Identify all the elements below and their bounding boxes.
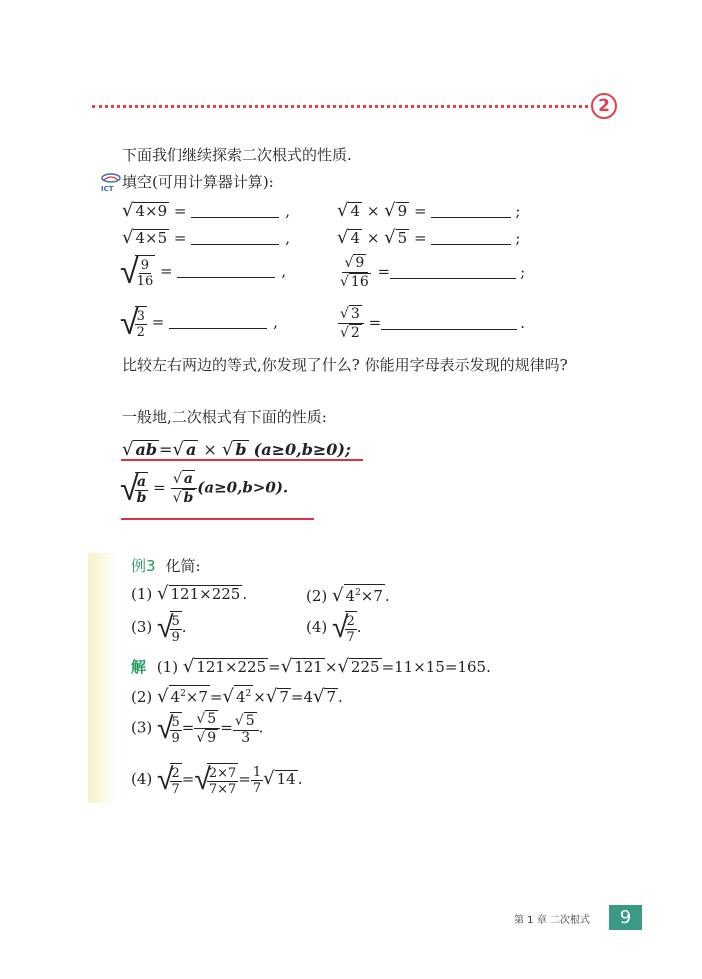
fill-row-3-left: √ $\frac{9}{16}$ = ,	[120, 252, 287, 292]
property-2: √ $\frac{a}{b}$ = $\frac{√ a}{√ b}$ (a≥0,b>0).	[120, 468, 289, 509]
question-text: 比较左右两边的等式,你发现了什么? 你能用字母表示发现的规律吗?	[122, 356, 568, 374]
general-statement: 一般地,二次根式有下面的性质:	[122, 408, 327, 426]
fill-row-1-left: √ 4×9 = ,	[122, 200, 291, 221]
example-problem-3: (3) √ $\frac{5}{9}$ .	[131, 610, 187, 645]
answer-blank[interactable]	[191, 244, 279, 245]
solution-line-2: (2) √ $4^2\times 7$ =√ $4^2$ ×√ 7 =4√ 7 .	[131, 686, 343, 707]
answer-blank[interactable]	[390, 278, 516, 279]
fill-row-4-left: √ $\frac{3}{2}$ = ,	[120, 303, 278, 343]
answer-blank[interactable]	[169, 328, 267, 329]
answer-blank[interactable]	[191, 217, 279, 218]
section-number-badge: 2	[591, 93, 617, 119]
example-heading: 例3 化简:	[131, 557, 201, 575]
intro-line-1: 下面我们继续探索二次根式的性质.	[122, 146, 352, 164]
example-problem-4: (4) √ $\frac{2}{7}$ .	[306, 610, 362, 645]
property-2-underline	[121, 518, 314, 520]
example-problem-1: (1) √ 121×225 .	[131, 583, 248, 604]
property-1-underline	[121, 459, 363, 461]
intro-line-2: 填空(可用计算器计算):	[122, 173, 274, 191]
solution-line-3: (3) √ $\frac{5}{9}$ = $\frac{√ 5}{√ 9}$ = $\frac{√ 5}{3}$ .	[131, 710, 264, 746]
answer-blank[interactable]	[177, 277, 275, 278]
fill-row-2-right: √ 4 × √ 5 = ;	[337, 227, 521, 248]
answer-blank[interactable]	[431, 244, 511, 245]
fill-row-3-right: $\frac{√ 9}{√ 16}$ = ;	[340, 255, 526, 290]
solution-line-4: (4) √ $\frac{2}{7}$ =√ $\frac{2\times 7}{7\times 7}$ = $\frac{1}{7}$ √ 14 .	[131, 762, 303, 797]
example-problem-2: (2) √ $4^2\times 7$ .	[306, 585, 390, 606]
property-1: √ ab =√ a × √ b (a≥0,b≥0);	[122, 439, 351, 460]
header-dotted-line	[92, 105, 588, 108]
answer-blank[interactable]	[381, 329, 517, 330]
solution-line-1: 解 (1) √ 121×225 =√ 121 ×√ 225 =11×15=165.	[131, 656, 491, 677]
page-number: 9	[609, 905, 642, 930]
fill-row-4-right: $\frac{√ 3}{√ 2}$ = .	[340, 306, 525, 341]
example-sidebar-bar	[88, 553, 116, 803]
ict-label: ICT	[101, 185, 114, 193]
answer-blank[interactable]	[431, 217, 511, 218]
footer-chapter: 第 1 章 二次根式	[514, 915, 590, 926]
fill-row-1-right: √ 4 × √ 9 = ;	[337, 200, 521, 221]
fill-row-2-left: √ 4×5 = ,	[122, 227, 291, 248]
